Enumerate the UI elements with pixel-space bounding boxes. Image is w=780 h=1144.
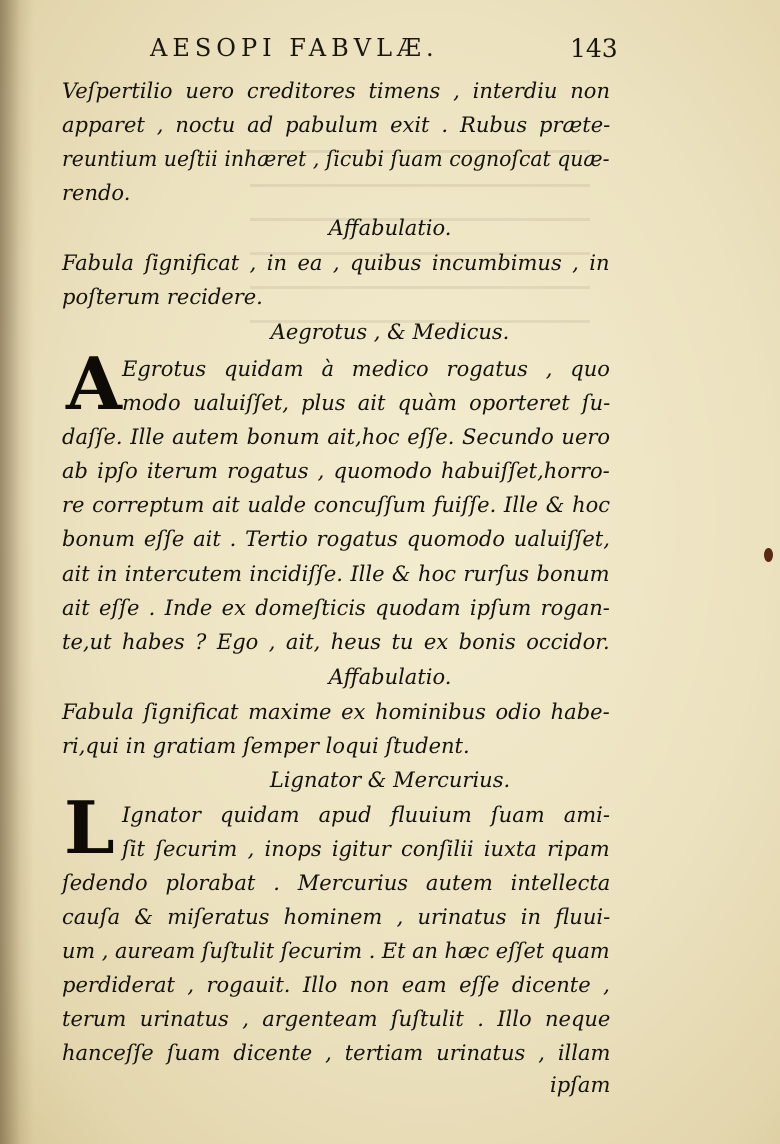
text-line: bonum eſſe ait . Tertio rogatus quomodo ualuiſſet, <box>62 527 610 551</box>
text-line: ſit ſecurim , inops igitur conſilii iuxta ripam <box>122 837 610 861</box>
text-line: Egrotus quidam à medico rogatus , quo <box>122 357 610 381</box>
text-line: poſterum recidere. <box>62 285 263 309</box>
text-line: reuntium ueſtii inhæret , ſicubi ſuam cognoſcat quæ- <box>62 147 610 171</box>
drop-capital: A <box>66 341 122 426</box>
text-line: Veſpertilio uero creditores timens , interdiu non <box>62 79 610 103</box>
text-line: ait eſſe . Inde ex domeſticis quodam ipſum rogan- <box>62 596 610 620</box>
page-number: 143 <box>570 34 618 63</box>
text-line: Fabula ſignificat , in ea , quibus incumbimus , in <box>62 251 610 275</box>
text-line: cauſa & miſeratus hominem , urinatus in fluui- <box>62 905 611 929</box>
fable-title: Aegrotus , & Medicus. <box>270 320 510 344</box>
text-line: ab ipſo iterum rogatus , quomodo habuiſſet,horro- <box>62 459 610 483</box>
drop-capital: L <box>64 785 115 870</box>
fable-title: Lignator & Mercurius. <box>269 768 511 792</box>
text-line: perdiderat , rogauit. Illo non eam eſſe dicente , <box>62 973 610 997</box>
text-line: modo ualuiſſet, plus ait quàm oporteret ſu- <box>122 391 611 415</box>
text-line: rendo. <box>62 181 131 205</box>
binding-shadow <box>0 0 34 1144</box>
text-line: ſedendo plorabat . Mercurius autem intellecta <box>62 871 611 895</box>
text-line: re correptum ait ualde concuſſum fuiſſe. Ille & hoc <box>62 493 611 517</box>
affabulatio-heading: Affabulatio. <box>328 216 452 240</box>
text-line: Fabula ſignificat maxime ex hominibus odio habe- <box>62 700 610 724</box>
text-line: apparet , noctu ad pabulum exit . Rubus præte- <box>62 113 611 137</box>
text-line: hanceſſe ſuam dicente , tertiam urinatus , illam <box>62 1041 611 1065</box>
text-line: terum urinatus , argenteam ſuſtulit . Illo neque <box>62 1007 611 1031</box>
text-line: daſſe. Ille autem bonum ait,hoc eſſe. Secundo uero <box>62 425 611 449</box>
text-line: ait in intercutem incidiſſe. Ille & hoc rurſus bonum <box>62 562 610 586</box>
running-head: AESOPI FABVLÆ. <box>150 34 439 62</box>
text-line: te,ut habes ? Ego , ait, heus tu ex bonis occidor. <box>62 630 610 654</box>
text-line: ri,qui in gratiam ſemper loqui ſtudent. <box>62 734 470 758</box>
ink-stain <box>764 548 773 562</box>
catchword: ipſam <box>550 1073 611 1097</box>
text-line: um , auream ſuſtulit ſecurim . Et an hæc eſſet quam <box>62 939 610 963</box>
text-line: Ignator quidam apud fluuium ſuam ami- <box>122 803 610 827</box>
affabulatio-heading: Affabulatio. <box>328 665 452 689</box>
